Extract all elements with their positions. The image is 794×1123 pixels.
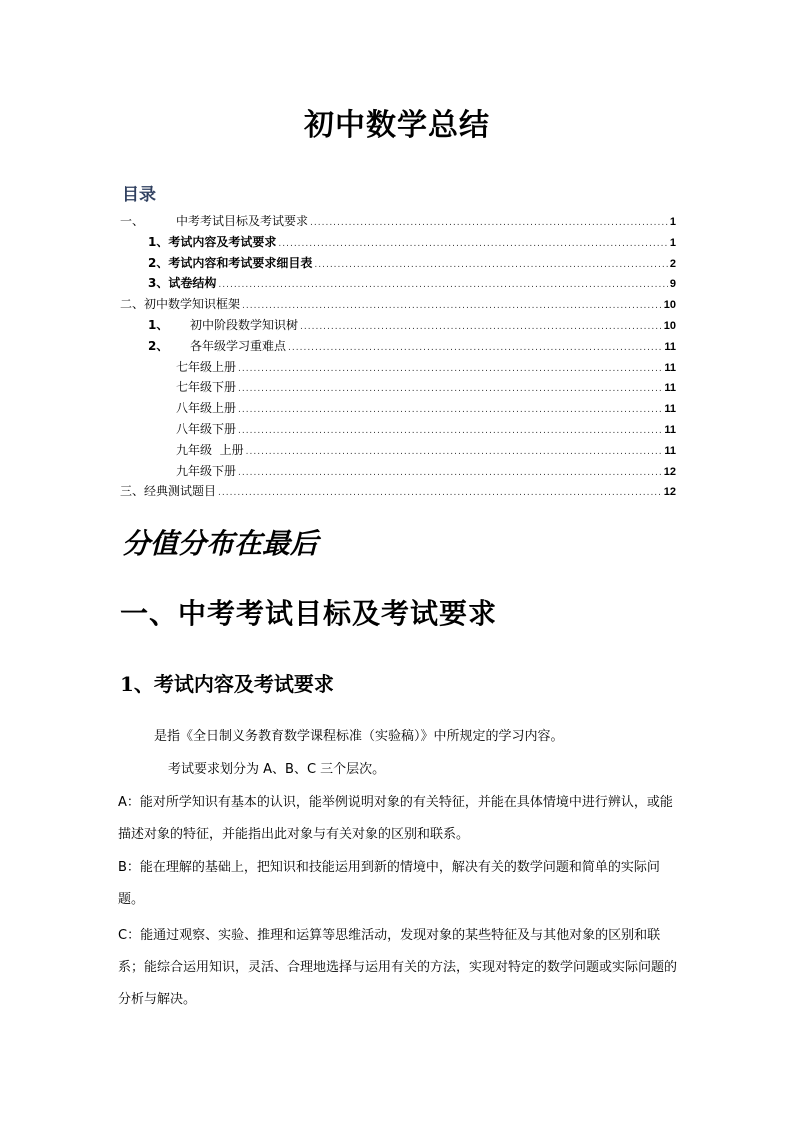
toc-entry-page: 10	[663, 319, 676, 332]
toc-entry-text: 经典测试题目	[144, 484, 217, 499]
toc-entry-page: 12	[663, 465, 676, 478]
toc-entry-text: 考试内容及考试要求	[168, 234, 277, 249]
toc-entry[interactable]	[120, 377, 676, 398]
toc-entry-number: 1、	[148, 317, 169, 332]
toc-leader-dots	[238, 379, 662, 400]
toc-leader-dots	[278, 234, 668, 255]
toc-entry-text: 七年级下册	[176, 380, 237, 395]
toc-entry-text: 中考考试目标及考试要求	[176, 214, 309, 228]
toc-entry[interactable]	[120, 253, 676, 274]
toc-entry[interactable]	[120, 398, 676, 419]
section-heading: 一、中考考试目标及考试要求	[120, 597, 498, 630]
toc-leader-dots	[300, 317, 662, 338]
toc-leader-dots	[288, 338, 662, 359]
level-c-paragraph: C：能通过观察、实验、推理和运算等思维活动，发现对象的某些特征及与其他对象的区别和联系；能综合运用知识，灵活、合理地选择与运用有关的方法，实现对特定的数学问题或实际问题的分析与解决。	[118, 928, 678, 1007]
toc-entry-page: 11	[664, 361, 676, 374]
toc-entry-page: 11	[664, 444, 676, 457]
toc-leader-dots	[238, 463, 662, 484]
toc-entry-page: 12	[663, 486, 676, 499]
toc-entry[interactable]	[120, 461, 676, 482]
toc-entry-text: 初中阶段数学知识树	[190, 317, 299, 332]
toc-entry[interactable]	[120, 211, 676, 232]
toc-entry[interactable]	[120, 294, 676, 315]
toc-entry[interactable]	[120, 273, 676, 294]
toc-entry-number: 2、	[148, 338, 169, 353]
toc-leader-dots	[238, 421, 662, 442]
toc-entry-number: 3、	[148, 276, 169, 291]
toc-leader-dots	[238, 359, 662, 380]
toc-leader-dots	[310, 213, 668, 234]
toc-entry-page: 1	[669, 236, 676, 249]
toc-entry[interactable]	[120, 440, 676, 461]
toc-entry-page: 9	[669, 278, 676, 291]
toc-entry-number: 二、	[120, 297, 145, 312]
body-paragraph: 是指《全日制义务教育数学课程标准（实验稿）》中所规定的学习内容。	[154, 729, 564, 744]
toc-entry[interactable]	[120, 315, 676, 336]
toc-entry[interactable]	[120, 357, 676, 378]
level-b-paragraph: B：能在理解的基础上，把知识和技能运用到新的情境中，解决有关的数学问题和简单的实际问题。	[118, 860, 660, 907]
toc-leader-dots	[242, 296, 662, 317]
toc-entry-page: 11	[664, 423, 676, 436]
toc-entry-text: 七年级上册	[176, 359, 237, 374]
toc-leader-dots	[238, 400, 662, 421]
subsection-heading: 1、考试内容及考试要求	[120, 672, 334, 696]
toc-entry-text: 九年级下册	[176, 463, 237, 478]
toc-entry[interactable]	[120, 419, 676, 440]
toc-entry-page: 11	[664, 403, 676, 416]
toc-entry[interactable]	[120, 232, 676, 253]
toc-entry-page: 11	[664, 340, 676, 353]
toc-entry-number: 2、	[148, 255, 169, 270]
body-paragraph: 考试要求划分为 A、B、C 三个层次。	[168, 762, 386, 777]
toc-entry[interactable]	[120, 336, 676, 357]
table-of-contents	[120, 211, 676, 502]
toc-entry-page: 10	[663, 299, 676, 312]
score-distribution-note: 分值分布在最后	[122, 527, 319, 560]
toc-entry-number: 一、	[120, 214, 145, 228]
toc-entry-text: 九年级 上册	[176, 442, 244, 457]
toc-entry-page: 2	[669, 257, 676, 270]
toc-entry[interactable]	[120, 481, 676, 502]
toc-entry-text: 各年级学习重难点	[190, 338, 287, 353]
toc-leader-dots	[218, 275, 668, 296]
toc-leader-dots	[314, 255, 668, 276]
toc-entry-text: 八年级上册	[176, 401, 237, 416]
toc-heading: 目录	[122, 185, 156, 205]
document-title: 初中数学总结	[304, 108, 490, 143]
toc-entry-number: 三、	[120, 484, 145, 499]
toc-leader-dots	[218, 483, 662, 504]
toc-entry-number: 1、	[148, 234, 169, 249]
toc-entry-text: 八年级下册	[176, 421, 237, 436]
toc-entry-text: 试卷结构	[168, 276, 217, 291]
toc-entry-page: 11	[664, 382, 676, 395]
level-a-paragraph: A：能对所学知识有基本的认识，能举例说明对象的有关特征，并能在具体情境中进行辨认，或能描述对象的特征，并能指出此对象与有关对象的区别和联系。	[118, 795, 673, 842]
toc-entry-text: 初中数学知识框架	[144, 297, 241, 312]
toc-entry-page: 1	[669, 216, 676, 228]
toc-leader-dots	[246, 442, 663, 463]
toc-entry-text: 考试内容和考试要求细目表	[168, 255, 313, 270]
